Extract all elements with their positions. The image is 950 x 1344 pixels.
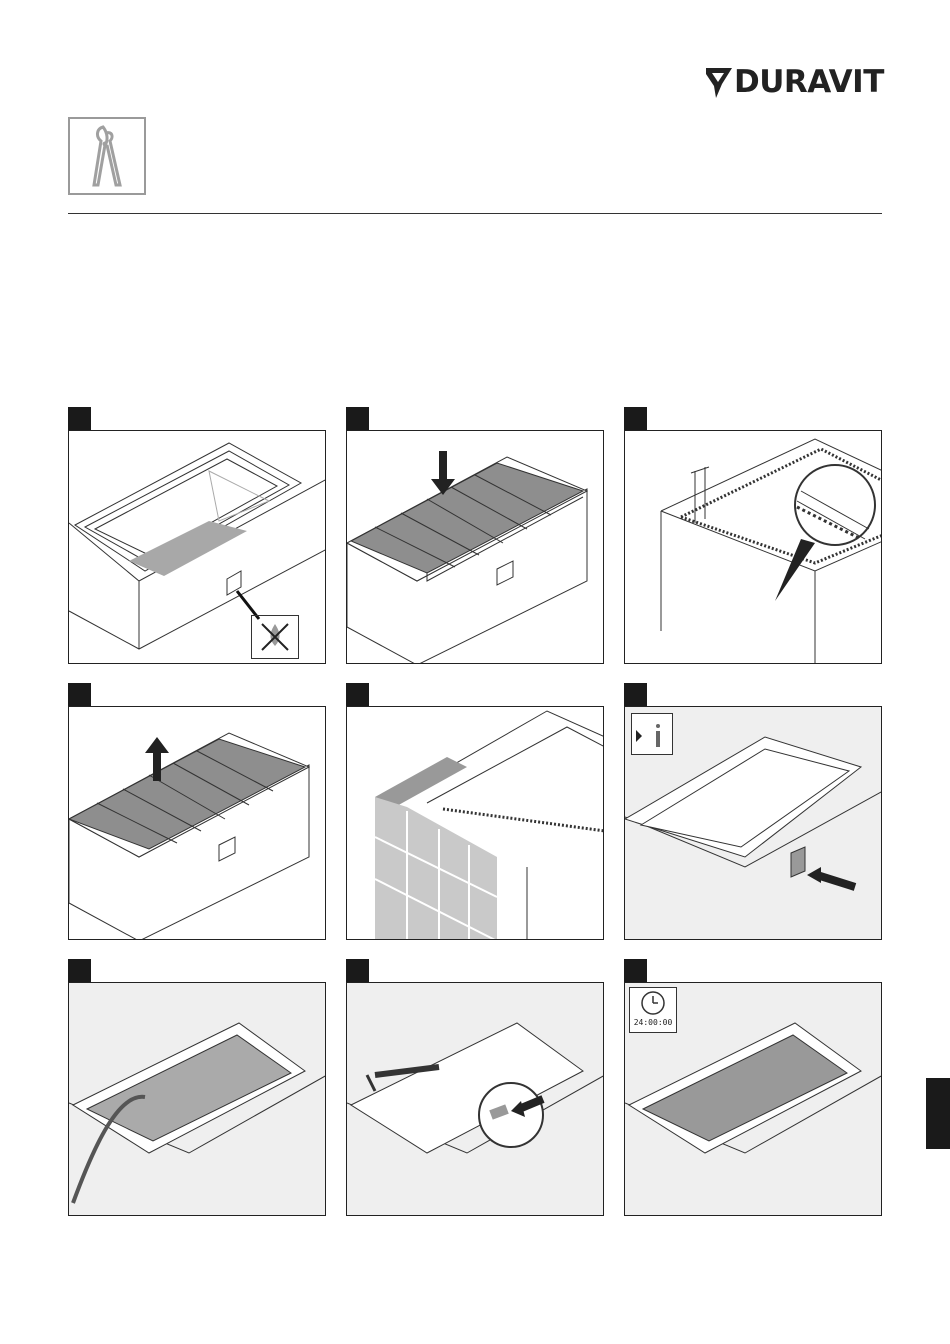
timer-label: 24:00:00	[633, 1018, 673, 1027]
step-panel-2	[346, 430, 604, 664]
step-panel-5	[346, 706, 604, 940]
section-tab	[926, 1078, 950, 1149]
tool-pliers-box	[68, 117, 146, 195]
step-marker-7	[68, 959, 91, 982]
duravit-logo-mark-icon	[704, 62, 734, 104]
step-panel-6	[624, 706, 882, 940]
step-panel-9	[624, 982, 882, 1216]
step-marker-8	[346, 959, 369, 982]
step-marker-4	[68, 683, 91, 706]
step-marker-3	[624, 407, 647, 430]
step-marker-1	[68, 407, 91, 430]
brand-name: DURAVIT	[734, 64, 884, 100]
duravit-logo	[704, 62, 890, 104]
no-heat-icon	[251, 615, 299, 659]
step-panel-1	[68, 430, 326, 664]
step-panel-4	[68, 706, 326, 940]
step-marker-9	[624, 959, 647, 982]
step-marker-6	[624, 683, 647, 706]
header-divider	[68, 213, 882, 214]
clock-icon	[629, 987, 677, 1033]
info-icon	[631, 713, 673, 755]
step-panel-3	[624, 430, 882, 664]
step-panel-7	[68, 982, 326, 1216]
pliers-icon	[70, 119, 144, 193]
step-marker-2	[346, 407, 369, 430]
step-panel-8	[346, 982, 604, 1216]
step-marker-5	[346, 683, 369, 706]
